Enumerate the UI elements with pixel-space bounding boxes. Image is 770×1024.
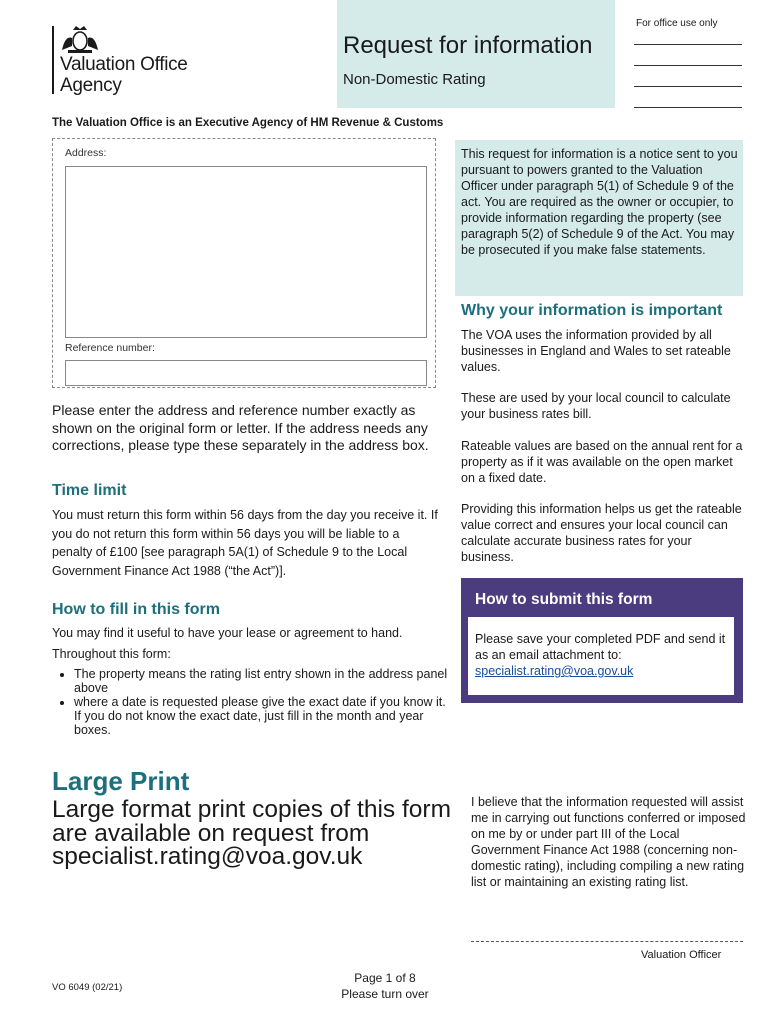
exec-agency-statement: The Valuation Office is an Executive Agency of HM Revenue & Customs xyxy=(52,117,444,129)
address-field[interactable] xyxy=(65,166,427,338)
how-to-fill-list xyxy=(52,667,454,737)
submit-instructions xyxy=(475,631,730,679)
why-paragraph: Providing this information helps us get the rateable value correct and ensures your local council can calculate accurate business rates for your business. xyxy=(461,502,742,564)
royal-crest-icon xyxy=(58,24,102,54)
office-use-label: For office use only xyxy=(636,18,718,29)
office-use-line xyxy=(634,86,742,87)
logo-divider xyxy=(52,26,54,94)
list-item: • The property means the rating list entry shown in the address panel above xyxy=(74,667,454,695)
turn-over-note: Please turn over xyxy=(341,987,429,1001)
why-paragraph: These are used by your local council to calculate your business rates bill. xyxy=(461,391,731,421)
address-label: Address: xyxy=(65,147,107,159)
submit-text: Please save your completed PDF and send it as an email attachment to: xyxy=(475,632,726,662)
signature-line xyxy=(471,941,743,942)
time-limit-text: You must return this form within 56 days from the day you receive it. If you do not return this form within 56 days you will be liable to a penalty of £100 [see paragraph 5A(1) of Schedule 9 to the Local Government Finance Act 1988 (“the Act”)]. xyxy=(52,508,438,578)
large-print-heading: Large Print xyxy=(52,766,190,796)
list-item: • where a date is requested please give the exact date if you know it. If you do not know the exact date, just fill in the month and year boxes. xyxy=(74,695,454,737)
office-use-line xyxy=(634,65,742,66)
why-heading: Why your information is important xyxy=(461,302,723,319)
page-subtitle: Non-Domestic Rating xyxy=(343,71,486,88)
why-paragraph: Rateable values are based on the annual rent for a property as if it was available on the open market on a fixed date. xyxy=(461,439,743,485)
submit-email-link[interactable]: specialist.rating@voa.gov.uk xyxy=(475,664,634,678)
reference-number-field[interactable] xyxy=(65,360,427,386)
page-title: Request for information xyxy=(343,32,593,59)
reference-label: Reference number: xyxy=(65,342,155,354)
office-use-line xyxy=(634,107,742,108)
how-to-fill-heading: How to fill in this form xyxy=(52,601,220,618)
how-to-fill-intro: You may find it useful to have your lease or agreement to hand. xyxy=(52,626,403,640)
notice-text: This request for information is a notice sent to you pursuant to powers granted to the Valuation Officer under paragraph 5(1) of Schedule 9 of the act. You are required as the owner or occupier, to provide information regarding the property (see paragraph 5(2) of Schedule 9 of the Act. You may be prosecuted if you make false statements. xyxy=(461,147,738,257)
address-instructions: Please enter the address and reference number exactly as shown on the original form or letter. If the address needs any corrections, please type these separately in the address box. xyxy=(52,402,429,453)
large-print-text: Large format print copies of this form are available on request from specialist.rating@voa.gov.uk xyxy=(52,796,451,870)
belief-statement: I believe that the information requested will assist me in carrying out functions conferred or imposed on me by or under part III of the Local Government Finance Act 1988 (concerning non-domestic rating), including compiling a new rating list or maintaining an existing rating list. xyxy=(471,795,746,889)
throughout-label: Throughout this form: xyxy=(52,647,171,661)
page-number xyxy=(330,970,440,1002)
agency-name: Valuation Office Agency xyxy=(60,54,188,96)
submit-heading: How to submit this form xyxy=(475,591,653,608)
form-code: VO 6049 (02/21) xyxy=(52,982,123,993)
why-paragraph: The VOA uses the information provided by all businesses in England and Wales to set rateable values. xyxy=(461,328,731,374)
page-count: Page 1 of 8 xyxy=(354,971,416,985)
office-use-line xyxy=(634,44,742,45)
time-limit-heading: Time limit xyxy=(52,482,127,499)
signature-label: Valuation Officer xyxy=(641,949,722,961)
